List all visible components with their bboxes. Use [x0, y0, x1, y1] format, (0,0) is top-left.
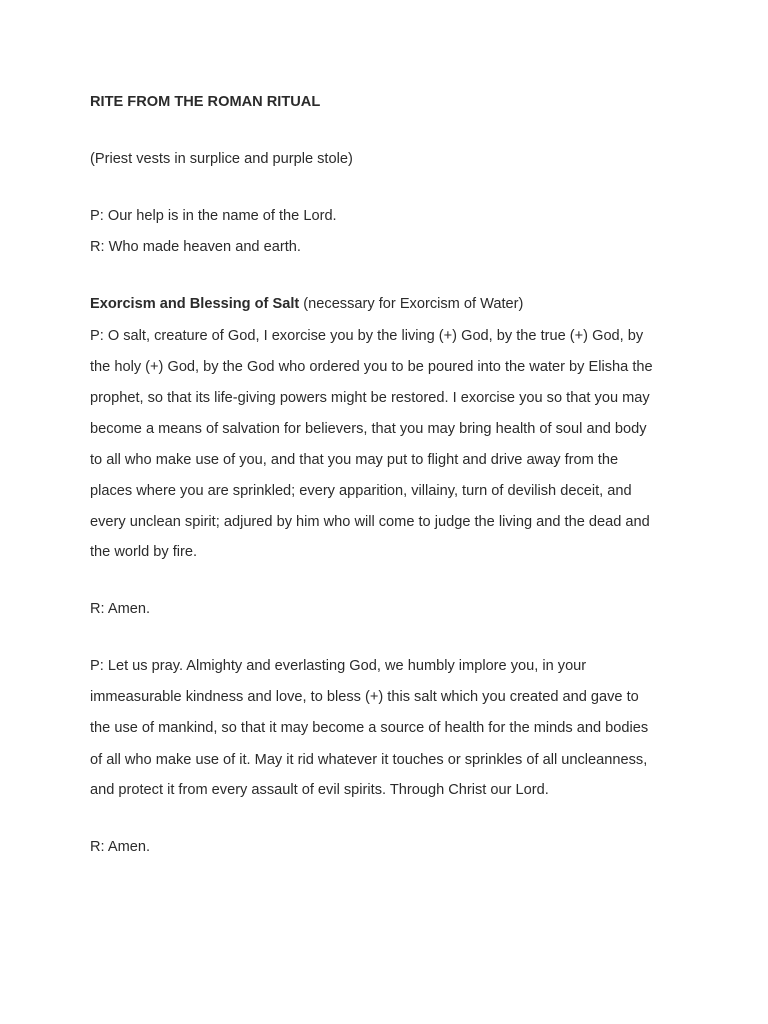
- prayer-line: and protect it from every assault of evil spirits. Through Christ our Lord.: [90, 782, 549, 798]
- opening-priest-line: P: Our help is in the name of the Lord.: [90, 208, 337, 224]
- amen-response: R: Amen.: [90, 601, 151, 617]
- section-heading-line: [90, 295, 523, 313]
- section-heading: Exorcism and Blessing of Salt: [90, 296, 300, 312]
- exorcism-line: to all who make use of you, and that you may put to flight and drive away from the: [90, 452, 619, 468]
- prayer-line: of all who make use of it. May it rid whatever it touches or sprinkles of all uncleanness,: [90, 752, 648, 768]
- prayer-line: immeasurable kindness and love, to bless (+) this salt which you created and gave to: [90, 689, 639, 705]
- amen-response: R: Amen.: [90, 839, 151, 855]
- exorcism-line: prophet, so that its life-giving powers might be restored. I exorcise you so that you may: [90, 390, 650, 406]
- section-note: (necessary for Exorcism of Water): [299, 296, 524, 312]
- prayer-line: P: Let us pray. Almighty and everlasting God, we humbly implore you, in your: [90, 658, 587, 674]
- rubric-text: (Priest vests in surplice and purple stole): [90, 151, 353, 167]
- prayer-line: the use of mankind, so that it may become a source of health for the minds and bodies: [90, 720, 649, 736]
- exorcism-line: every unclean spirit; adjured by him who will come to judge the living and the dead and: [90, 514, 650, 530]
- exorcism-line: the holy (+) God, by the God who ordered you to be poured into the water by Elisha the: [90, 359, 653, 375]
- exorcism-line: become a means of salvation for believers, that you may bring health of soul and body: [90, 421, 647, 437]
- exorcism-line: P: O salt, creature of God, I exorcise you by the living (+) God, by the true (+) God, by: [90, 328, 644, 344]
- opening-response-line: R: Who made heaven and earth.: [90, 239, 301, 255]
- exorcism-line: places where you are sprinkled; every apparition, villainy, turn of devilish deceit, and: [90, 483, 632, 499]
- document-title: RITE FROM THE ROMAN RITUAL: [90, 94, 321, 110]
- exorcism-line: the world by fire.: [90, 544, 198, 560]
